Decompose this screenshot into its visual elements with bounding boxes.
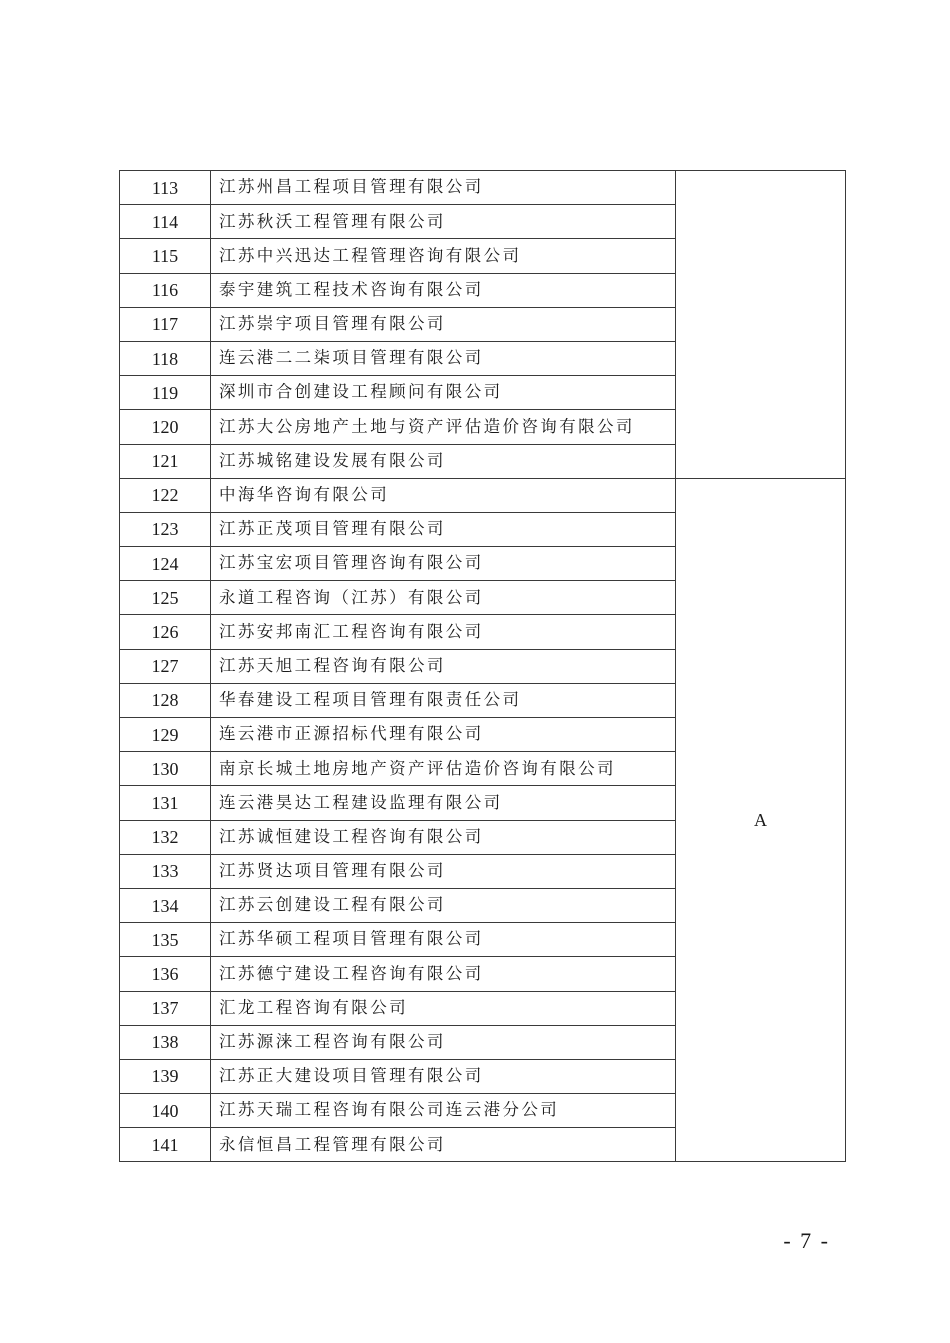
company-name: 江苏城铭建设发展有限公司 (211, 444, 676, 478)
company-name: 江苏天瑞工程咨询有限公司连云港分公司 (211, 1094, 676, 1128)
company-name: 江苏宝宏项目管理咨询有限公司 (211, 547, 676, 581)
page-number: - 7 - (783, 1228, 830, 1253)
company-name: 江苏中兴迅达工程管理咨询有限公司 (211, 239, 676, 273)
company-name: 南京长城土地房地产资产评估造价咨询有限公司 (211, 752, 676, 786)
grade-cell: A (676, 478, 846, 1162)
row-number: 114 (120, 205, 211, 239)
row-number: 126 (120, 615, 211, 649)
row-number: 141 (120, 1128, 211, 1162)
company-name: 江苏州昌工程项目管理有限公司 (211, 171, 676, 205)
row-number: 115 (120, 239, 211, 273)
grade-cell (676, 171, 846, 479)
company-name: 华春建设工程项目管理有限责任公司 (211, 683, 676, 717)
company-name: 江苏安邦南汇工程咨询有限公司 (211, 615, 676, 649)
row-number: 132 (120, 820, 211, 854)
company-name: 泰宇建筑工程技术咨询有限公司 (211, 273, 676, 307)
company-name: 汇龙工程咨询有限公司 (211, 991, 676, 1025)
company-name: 江苏诚恒建设工程咨询有限公司 (211, 820, 676, 854)
company-name: 深圳市合创建设工程顾问有限公司 (211, 376, 676, 410)
row-number: 119 (120, 376, 211, 410)
table-body (120, 171, 846, 1162)
company-ratings-table (119, 170, 846, 1162)
company-name: 永道工程咨询（江苏）有限公司 (211, 581, 676, 615)
row-number: 123 (120, 512, 211, 546)
row-number: 139 (120, 1059, 211, 1093)
company-name: 中海华咨询有限公司 (211, 478, 676, 512)
company-name: 江苏大公房地产土地与资产评估造价咨询有限公司 (211, 410, 676, 444)
row-number: 121 (120, 444, 211, 478)
company-name: 江苏贤达项目管理有限公司 (211, 854, 676, 888)
row-number: 137 (120, 991, 211, 1025)
row-number: 113 (120, 171, 211, 205)
company-name: 江苏云创建设工程有限公司 (211, 888, 676, 922)
row-number: 117 (120, 307, 211, 341)
company-name: 永信恒昌工程管理有限公司 (211, 1128, 676, 1162)
table-row (120, 171, 846, 205)
company-name: 连云港昊达工程建设监理有限公司 (211, 786, 676, 820)
company-name: 连云港市正源招标代理有限公司 (211, 718, 676, 752)
company-name: 江苏秋沃工程管理有限公司 (211, 205, 676, 239)
row-number: 125 (120, 581, 211, 615)
row-number: 136 (120, 957, 211, 991)
row-number: 127 (120, 649, 211, 683)
row-number: 118 (120, 341, 211, 375)
row-number: 133 (120, 854, 211, 888)
company-name: 江苏崇宇项目管理有限公司 (211, 307, 676, 341)
row-number: 130 (120, 752, 211, 786)
company-name: 连云港二二柒项目管理有限公司 (211, 341, 676, 375)
row-number: 120 (120, 410, 211, 444)
row-number: 134 (120, 888, 211, 922)
company-name: 江苏正大建设项目管理有限公司 (211, 1059, 676, 1093)
row-number: 138 (120, 1025, 211, 1059)
row-number: 122 (120, 478, 211, 512)
row-number: 140 (120, 1094, 211, 1128)
company-name: 江苏天旭工程咨询有限公司 (211, 649, 676, 683)
row-number: 124 (120, 547, 211, 581)
row-number: 131 (120, 786, 211, 820)
row-number: 116 (120, 273, 211, 307)
company-name: 江苏源涞工程咨询有限公司 (211, 1025, 676, 1059)
company-name: 江苏正茂项目管理有限公司 (211, 512, 676, 546)
company-name: 江苏德宁建设工程咨询有限公司 (211, 957, 676, 991)
row-number: 135 (120, 923, 211, 957)
company-name: 江苏华硕工程项目管理有限公司 (211, 923, 676, 957)
table-row (120, 478, 846, 512)
row-number: 129 (120, 718, 211, 752)
row-number: 128 (120, 683, 211, 717)
